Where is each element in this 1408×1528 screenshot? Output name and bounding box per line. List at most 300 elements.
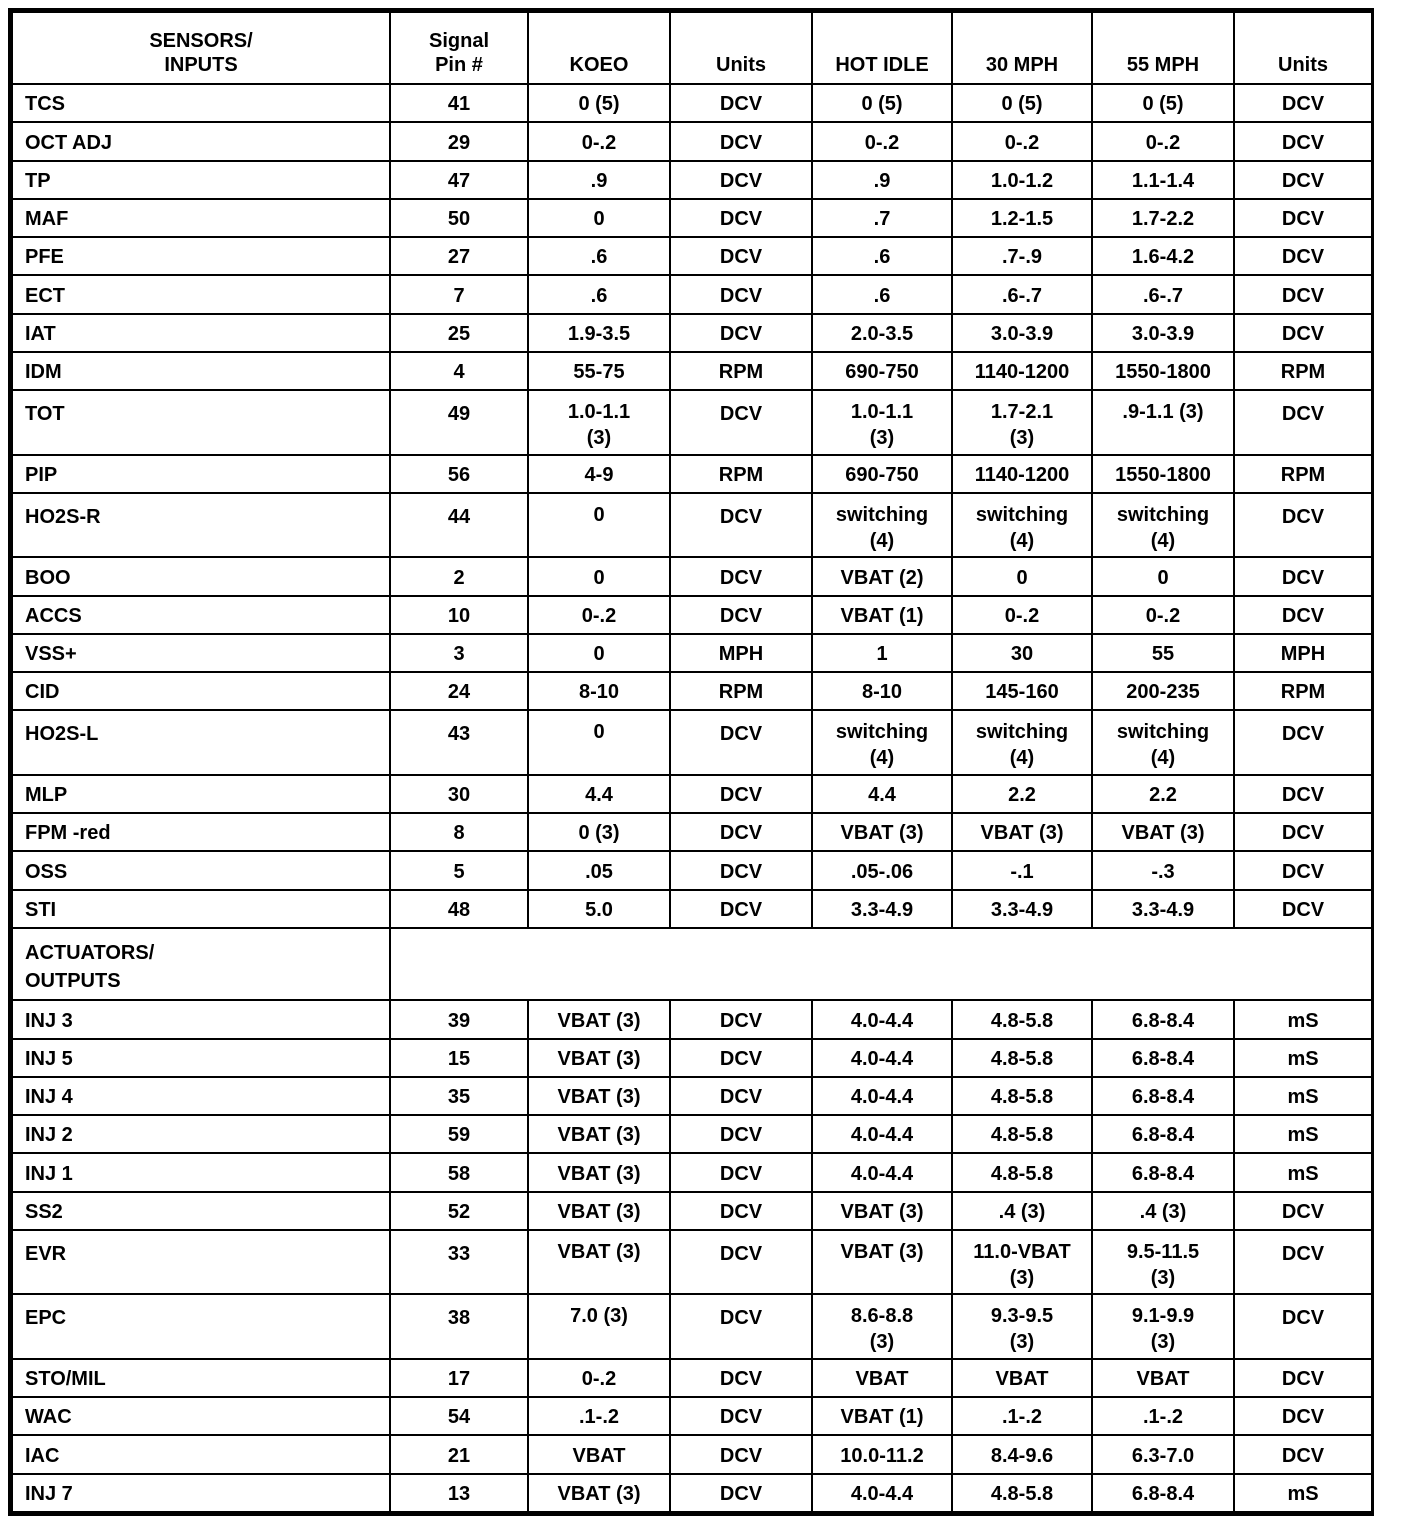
table-row — [12, 775, 1372, 813]
cell-idle: 0-.2 — [812, 122, 952, 160]
cell-pin: 38 — [390, 1294, 528, 1358]
cell-koeo: 7.0 (3) — [528, 1294, 670, 1358]
cell-idle: 1.0-1.1 (3) — [812, 390, 952, 454]
cell-u2: mS — [1234, 1474, 1372, 1512]
cell-m55: 1.1-1.4 — [1092, 161, 1234, 199]
cell-u1: DCV — [670, 390, 812, 454]
header-units-2: Units — [1234, 12, 1372, 84]
cell-u2: DCV — [1234, 275, 1372, 313]
cell-idle: switching (4) — [812, 710, 952, 774]
cell-koeo: 1.0-1.1 (3) — [528, 390, 670, 454]
table-row — [12, 84, 1372, 122]
cell-name: FPM -red — [12, 813, 390, 851]
header-signal-pin: Signal Pin # — [390, 12, 528, 84]
cell-m55: VBAT — [1092, 1359, 1234, 1397]
cell-m55: 1550-1800 — [1092, 455, 1234, 493]
table-row — [12, 1000, 1372, 1038]
cell-koeo: 0-.2 — [528, 1359, 670, 1397]
cell-u2: mS — [1234, 1153, 1372, 1191]
cell-m55: 6.8-8.4 — [1092, 1115, 1234, 1153]
cell-pin: 17 — [390, 1359, 528, 1397]
cell-name: INJ 7 — [12, 1474, 390, 1512]
cell-m30: 0 — [952, 557, 1092, 595]
cell-u1: DCV — [670, 890, 812, 928]
table-row — [12, 237, 1372, 275]
cell-u2: DCV — [1234, 890, 1372, 928]
header-koeo: KOEO — [528, 12, 670, 84]
cell-koeo: 0 — [528, 493, 670, 557]
cell-u1: DCV — [670, 1039, 812, 1077]
cell-m30: VBAT — [952, 1359, 1092, 1397]
cell-idle: VBAT (3) — [812, 813, 952, 851]
cell-u1: DCV — [670, 1474, 812, 1512]
cell-m55: 6.8-8.4 — [1092, 1153, 1234, 1191]
cell-m30: VBAT (3) — [952, 813, 1092, 851]
cell-m55: 9.1-9.9 (3) — [1092, 1294, 1234, 1358]
table-row — [12, 455, 1372, 493]
cell-idle: 4.0-4.4 — [812, 1039, 952, 1077]
table-row — [12, 275, 1372, 313]
table-row — [12, 390, 1372, 454]
cell-pin: 8 — [390, 813, 528, 851]
cell-m55: 0-.2 — [1092, 122, 1234, 160]
cell-name: SS2 — [12, 1192, 390, 1230]
cell-m30: .6-.7 — [952, 275, 1092, 313]
cell-m30: -.1 — [952, 851, 1092, 889]
cell-idle: .7 — [812, 199, 952, 237]
cell-u1: RPM — [670, 352, 812, 390]
cell-idle: VBAT (2) — [812, 557, 952, 595]
cell-m30: 1.2-1.5 — [952, 199, 1092, 237]
cell-koeo: 0-.2 — [528, 122, 670, 160]
cell-pin: 21 — [390, 1435, 528, 1473]
cell-u1: DCV — [670, 314, 812, 352]
cell-name: INJ 4 — [12, 1077, 390, 1115]
cell-idle: .9 — [812, 161, 952, 199]
cell-pin: 48 — [390, 890, 528, 928]
cell-m55: 6.3-7.0 — [1092, 1435, 1234, 1473]
cell-u2: mS — [1234, 1039, 1372, 1077]
header-units-1: Units — [670, 12, 812, 84]
cell-u2: RPM — [1234, 455, 1372, 493]
cell-m30: .7-.9 — [952, 237, 1092, 275]
cell-m55: 1550-1800 — [1092, 352, 1234, 390]
cell-u2: DCV — [1234, 813, 1372, 851]
table-row — [12, 813, 1372, 851]
cell-idle: VBAT (3) — [812, 1230, 952, 1294]
cell-idle: 10.0-11.2 — [812, 1435, 952, 1473]
cell-koeo: VBAT (3) — [528, 1192, 670, 1230]
cell-m55: -.3 — [1092, 851, 1234, 889]
cell-m30: switching (4) — [952, 710, 1092, 774]
cell-pin: 41 — [390, 84, 528, 122]
cell-m30: 1.0-1.2 — [952, 161, 1092, 199]
cell-m55: 6.8-8.4 — [1092, 1474, 1234, 1512]
cell-m30: 8.4-9.6 — [952, 1435, 1092, 1473]
cell-u1: DCV — [670, 1077, 812, 1115]
cell-idle: VBAT (3) — [812, 1192, 952, 1230]
cell-koeo: 5.0 — [528, 890, 670, 928]
cell-u1: DCV — [670, 84, 812, 122]
cell-pin: 10 — [390, 596, 528, 634]
cell-idle: 4.0-4.4 — [812, 1115, 952, 1153]
cell-m55: 200-235 — [1092, 672, 1234, 710]
cell-name: ECT — [12, 275, 390, 313]
cell-m30: 3.3-4.9 — [952, 890, 1092, 928]
cell-idle: 3.3-4.9 — [812, 890, 952, 928]
cell-pin: 13 — [390, 1474, 528, 1512]
table-row — [12, 352, 1372, 390]
table-row — [12, 1435, 1372, 1473]
cell-koeo: .05 — [528, 851, 670, 889]
table-row — [12, 1077, 1372, 1115]
cell-idle: 690-750 — [812, 455, 952, 493]
cell-idle: 1 — [812, 634, 952, 672]
cell-idle: 4.0-4.4 — [812, 1077, 952, 1115]
cell-name: IDM — [12, 352, 390, 390]
cell-u2: RPM — [1234, 352, 1372, 390]
cell-m30: 4.8-5.8 — [952, 1039, 1092, 1077]
cell-pin: 49 — [390, 390, 528, 454]
header-hot-idle: HOT IDLE — [812, 12, 952, 84]
cell-m30: .1-.2 — [952, 1397, 1092, 1435]
cell-koeo: 8-10 — [528, 672, 670, 710]
table-row — [12, 1474, 1372, 1512]
table-row — [12, 1397, 1372, 1435]
cell-idle: 2.0-3.5 — [812, 314, 952, 352]
cell-u2: DCV — [1234, 1192, 1372, 1230]
cell-u1: DCV — [670, 493, 812, 557]
cell-koeo: 0 — [528, 557, 670, 595]
cell-m30: 0-.2 — [952, 596, 1092, 634]
cell-koeo: 0 — [528, 634, 670, 672]
cell-m30: 3.0-3.9 — [952, 314, 1092, 352]
table-row — [12, 596, 1372, 634]
cell-u1: DCV — [670, 1153, 812, 1191]
cell-u1: DCV — [670, 122, 812, 160]
cell-m30: 4.8-5.8 — [952, 1115, 1092, 1153]
cell-m55: .4 (3) — [1092, 1192, 1234, 1230]
cell-m30: 30 — [952, 634, 1092, 672]
cell-u2: DCV — [1234, 390, 1372, 454]
cell-name: TCS — [12, 84, 390, 122]
cell-idle: VBAT (1) — [812, 1397, 952, 1435]
cell-m55: 9.5-11.5 (3) — [1092, 1230, 1234, 1294]
cell-u2: DCV — [1234, 1359, 1372, 1397]
table-row — [12, 314, 1372, 352]
cell-idle: .6 — [812, 275, 952, 313]
cell-u1: DCV — [670, 813, 812, 851]
cell-m30: 2.2 — [952, 775, 1092, 813]
cell-u1: DCV — [670, 596, 812, 634]
cell-idle: switching (4) — [812, 493, 952, 557]
cell-name: IAT — [12, 314, 390, 352]
cell-koeo: 0 (3) — [528, 813, 670, 851]
cell-idle: 4.0-4.4 — [812, 1474, 952, 1512]
cell-u1: DCV — [670, 1359, 812, 1397]
cell-u2: MPH — [1234, 634, 1372, 672]
table-row — [12, 493, 1372, 557]
cell-pin: 30 — [390, 775, 528, 813]
cell-pin: 27 — [390, 237, 528, 275]
cell-m55: 3.3-4.9 — [1092, 890, 1234, 928]
table-row — [12, 557, 1372, 595]
cell-idle: 8.6-8.8 (3) — [812, 1294, 952, 1358]
header-row — [12, 12, 1372, 84]
cell-u1: DCV — [670, 1294, 812, 1358]
cell-koeo: VBAT (3) — [528, 1153, 670, 1191]
cell-name: IAC — [12, 1435, 390, 1473]
cell-koeo: VBAT (3) — [528, 1230, 670, 1294]
cell-m30: .4 (3) — [952, 1192, 1092, 1230]
cell-u1: DCV — [670, 1435, 812, 1473]
cell-pin: 35 — [390, 1077, 528, 1115]
table-row — [12, 1230, 1372, 1294]
cell-m55: 3.0-3.9 — [1092, 314, 1234, 352]
header-sensors-inputs: SENSORS/ INPUTS — [12, 12, 390, 84]
table-row — [12, 1039, 1372, 1077]
cell-name: INJ 1 — [12, 1153, 390, 1191]
cell-u2: DCV — [1234, 851, 1372, 889]
cell-pin: 7 — [390, 275, 528, 313]
cell-u1: DCV — [670, 710, 812, 774]
cell-koeo: 0 — [528, 199, 670, 237]
cell-koeo: .1-.2 — [528, 1397, 670, 1435]
cell-m30: switching (4) — [952, 493, 1092, 557]
cell-idle: 4.4 — [812, 775, 952, 813]
table-row — [12, 851, 1372, 889]
section-actuators-outputs-label: ACTUATORS/ OUTPUTS — [12, 928, 390, 1001]
cell-pin: 59 — [390, 1115, 528, 1153]
cell-name: TOT — [12, 390, 390, 454]
cell-u2: mS — [1234, 1077, 1372, 1115]
cell-name: INJ 2 — [12, 1115, 390, 1153]
cell-name: WAC — [12, 1397, 390, 1435]
cell-u2: DCV — [1234, 84, 1372, 122]
cell-m55: 2.2 — [1092, 775, 1234, 813]
cell-koeo: 4.4 — [528, 775, 670, 813]
cell-u2: mS — [1234, 1115, 1372, 1153]
cell-m30: 4.8-5.8 — [952, 1000, 1092, 1038]
cell-name: BOO — [12, 557, 390, 595]
cell-name: INJ 5 — [12, 1039, 390, 1077]
cell-m30: 9.3-9.5 (3) — [952, 1294, 1092, 1358]
cell-m30: 145-160 — [952, 672, 1092, 710]
cell-idle: VBAT (1) — [812, 596, 952, 634]
cell-name: OCT ADJ — [12, 122, 390, 160]
cell-pin: 44 — [390, 493, 528, 557]
cell-koeo: .6 — [528, 237, 670, 275]
cell-u2: DCV — [1234, 710, 1372, 774]
cell-koeo: 55-75 — [528, 352, 670, 390]
header-55-mph: 55 MPH — [1092, 12, 1234, 84]
cell-m30: 1.7-2.1 (3) — [952, 390, 1092, 454]
cell-pin: 24 — [390, 672, 528, 710]
cell-koeo: .6 — [528, 275, 670, 313]
cell-pin: 56 — [390, 455, 528, 493]
cell-m55: 1.6-4.2 — [1092, 237, 1234, 275]
cell-name: EVR — [12, 1230, 390, 1294]
cell-name: PIP — [12, 455, 390, 493]
cell-u2: DCV — [1234, 775, 1372, 813]
cell-idle: VBAT — [812, 1359, 952, 1397]
cell-name: INJ 3 — [12, 1000, 390, 1038]
cell-u1: RPM — [670, 672, 812, 710]
cell-pin: 5 — [390, 851, 528, 889]
cell-m55: .1-.2 — [1092, 1397, 1234, 1435]
cell-u1: DCV — [670, 161, 812, 199]
cell-pin: 43 — [390, 710, 528, 774]
spec-table-sheet — [8, 8, 1374, 1516]
cell-idle: 4.0-4.4 — [812, 1000, 952, 1038]
cell-pin: 39 — [390, 1000, 528, 1038]
cell-u2: DCV — [1234, 1435, 1372, 1473]
cell-koeo: VBAT (3) — [528, 1115, 670, 1153]
cell-idle: 0 (5) — [812, 84, 952, 122]
header-30-mph: 30 MPH — [952, 12, 1092, 84]
cell-m30: 1140-1200 — [952, 352, 1092, 390]
cell-m30: 4.8-5.8 — [952, 1077, 1092, 1115]
cell-m30: 0 (5) — [952, 84, 1092, 122]
cell-u1: DCV — [670, 1192, 812, 1230]
cell-pin: 33 — [390, 1230, 528, 1294]
cell-koeo: VBAT (3) — [528, 1077, 670, 1115]
cell-u1: DCV — [670, 1000, 812, 1038]
cell-koeo: 4-9 — [528, 455, 670, 493]
cell-u1: MPH — [670, 634, 812, 672]
actuator-section — [12, 928, 1372, 1001]
cell-u2: DCV — [1234, 493, 1372, 557]
section-header-row — [12, 928, 1372, 1001]
table-row — [12, 1294, 1372, 1358]
table-row — [12, 890, 1372, 928]
cell-u2: DCV — [1234, 557, 1372, 595]
cell-pin: 47 — [390, 161, 528, 199]
cell-koeo: 0-.2 — [528, 596, 670, 634]
cell-name: MLP — [12, 775, 390, 813]
cell-u2: DCV — [1234, 122, 1372, 160]
table-row — [12, 199, 1372, 237]
cell-name: ACCS — [12, 596, 390, 634]
cell-idle: 4.0-4.4 — [812, 1153, 952, 1191]
cell-name: HO2S-R — [12, 493, 390, 557]
cell-m30: 4.8-5.8 — [952, 1153, 1092, 1191]
cell-pin: 2 — [390, 557, 528, 595]
cell-u2: RPM — [1234, 672, 1372, 710]
cell-idle: 8-10 — [812, 672, 952, 710]
cell-m55: VBAT (3) — [1092, 813, 1234, 851]
cell-m55: 55 — [1092, 634, 1234, 672]
cell-name: HO2S-L — [12, 710, 390, 774]
cell-pin: 15 — [390, 1039, 528, 1077]
sensor-actuator-table — [11, 11, 1373, 1513]
table-row — [12, 1359, 1372, 1397]
cell-idle: .05-.06 — [812, 851, 952, 889]
cell-pin: 29 — [390, 122, 528, 160]
cell-m30: 1140-1200 — [952, 455, 1092, 493]
cell-u1: DCV — [670, 199, 812, 237]
cell-pin: 25 — [390, 314, 528, 352]
cell-u2: DCV — [1234, 1230, 1372, 1294]
cell-u2: DCV — [1234, 161, 1372, 199]
cell-pin: 4 — [390, 352, 528, 390]
cell-name: OSS — [12, 851, 390, 889]
cell-name: TP — [12, 161, 390, 199]
cell-m55: 0-.2 — [1092, 596, 1234, 634]
cell-koeo: 0 — [528, 710, 670, 774]
table-row — [12, 122, 1372, 160]
cell-pin: 58 — [390, 1153, 528, 1191]
cell-koeo: VBAT — [528, 1435, 670, 1473]
cell-name: PFE — [12, 237, 390, 275]
sensor-rows — [12, 84, 1372, 928]
table-row — [12, 161, 1372, 199]
cell-m55: 1.7-2.2 — [1092, 199, 1234, 237]
cell-koeo: 0 (5) — [528, 84, 670, 122]
cell-m30: 0-.2 — [952, 122, 1092, 160]
cell-name: CID — [12, 672, 390, 710]
cell-koeo: .9 — [528, 161, 670, 199]
cell-koeo: VBAT (3) — [528, 1000, 670, 1038]
cell-m55: 0 — [1092, 557, 1234, 595]
cell-u1: DCV — [670, 775, 812, 813]
cell-u2: mS — [1234, 1000, 1372, 1038]
cell-pin: 3 — [390, 634, 528, 672]
cell-u1: DCV — [670, 237, 812, 275]
cell-koeo: VBAT (3) — [528, 1474, 670, 1512]
cell-m55: .9-1.1 (3) — [1092, 390, 1234, 454]
cell-u1: DCV — [670, 557, 812, 595]
cell-pin: 52 — [390, 1192, 528, 1230]
cell-m55: 6.8-8.4 — [1092, 1039, 1234, 1077]
cell-m55: 0 (5) — [1092, 84, 1234, 122]
section-blank-cell — [390, 928, 1372, 1001]
cell-name: VSS+ — [12, 634, 390, 672]
cell-u2: DCV — [1234, 1294, 1372, 1358]
cell-u2: DCV — [1234, 199, 1372, 237]
cell-name: STI — [12, 890, 390, 928]
cell-m30: 11.0-VBAT (3) — [952, 1230, 1092, 1294]
cell-u1: DCV — [670, 1115, 812, 1153]
cell-m55: 6.8-8.4 — [1092, 1000, 1234, 1038]
table-row — [12, 672, 1372, 710]
cell-idle: 690-750 — [812, 352, 952, 390]
cell-u2: DCV — [1234, 237, 1372, 275]
cell-m55: switching (4) — [1092, 710, 1234, 774]
cell-idle: .6 — [812, 237, 952, 275]
cell-m55: switching (4) — [1092, 493, 1234, 557]
cell-u2: DCV — [1234, 1397, 1372, 1435]
cell-pin: 50 — [390, 199, 528, 237]
cell-m30: 4.8-5.8 — [952, 1474, 1092, 1512]
cell-u1: RPM — [670, 455, 812, 493]
cell-pin: 54 — [390, 1397, 528, 1435]
table-row — [12, 1192, 1372, 1230]
cell-u1: DCV — [670, 1230, 812, 1294]
table-row — [12, 1153, 1372, 1191]
table-row — [12, 710, 1372, 774]
cell-m55: 6.8-8.4 — [1092, 1077, 1234, 1115]
cell-u1: DCV — [670, 275, 812, 313]
cell-name: STO/MIL — [12, 1359, 390, 1397]
table-row — [12, 1115, 1372, 1153]
cell-u2: DCV — [1234, 314, 1372, 352]
actuator-rows — [12, 1000, 1372, 1512]
cell-koeo: VBAT (3) — [528, 1039, 670, 1077]
cell-u1: DCV — [670, 851, 812, 889]
cell-name: EPC — [12, 1294, 390, 1358]
table-row — [12, 634, 1372, 672]
